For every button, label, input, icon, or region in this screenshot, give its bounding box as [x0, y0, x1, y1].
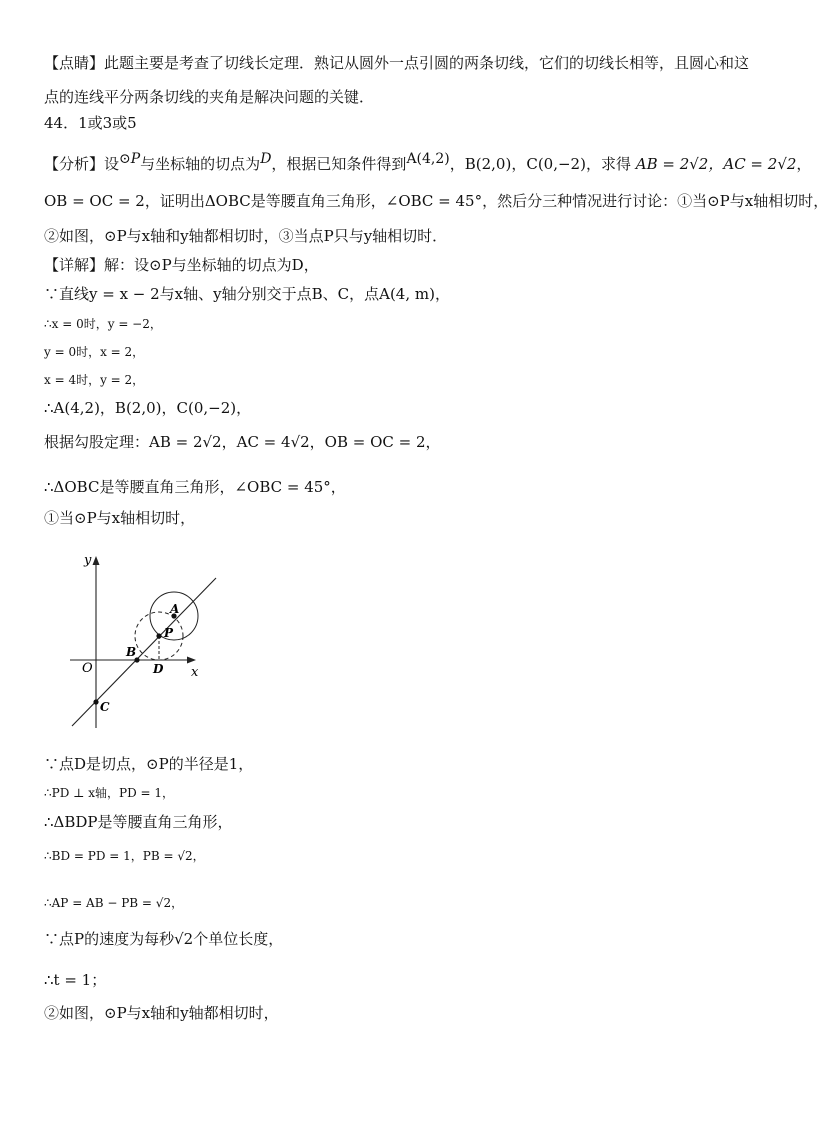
analysis-line-2: OB = OC = 2，证明出ΔOBC是等腰直角三角形，∠OBC = 45°，然后分三种情况进行讨论：①当⊙P与x轴相切时，	[44, 192, 828, 210]
answer-line: 44．1或3或5	[44, 114, 137, 132]
point-b-coords: ，B(2,0)	[449, 155, 512, 173]
detail-line-2: ∵直线y = x − 2与x轴、y轴分别交于点B、C，点A(4, m)，	[44, 285, 450, 303]
analysis-line-3: ②如图，⊙P与x轴和y轴都相切时，③当点P只与y轴相切时．	[44, 227, 448, 245]
detail-line-8: ∴ΔOBC是等腰直角三角形，∠OBC = 45°，	[44, 478, 346, 496]
label-x: x	[191, 665, 199, 680]
detail-line-9: ①当⊙P与x轴相切时，	[44, 509, 196, 527]
point-c-coords: ，C(0,−2)	[511, 155, 586, 173]
point-a-coords: A(4,2)	[406, 151, 450, 167]
x-axis-arrow-icon	[187, 657, 196, 664]
solution-line-2: ∴PD ⊥ x轴，PD = 1，	[44, 786, 175, 800]
solution-line-8: ②如图，⊙P与x轴和y轴都相切时，	[44, 1004, 279, 1022]
analysis-label: 【分析】设	[44, 155, 120, 173]
analysis-line-1	[44, 149, 811, 174]
note-paragraph: 【点睛】此题主要是考查了切线长定理．熟记从圆外一点引圆的两条切线，它们的切线长相等，且圆心和这点的连线平分两条切线的夹角是解决问题的关键．	[44, 54, 750, 106]
analysis-text: ，求得	[585, 155, 631, 173]
circle-p: ⊙P	[119, 151, 141, 167]
punct: ，	[796, 155, 812, 173]
detail-line-3: ∴x = 0时，y = −2，	[44, 317, 162, 331]
label-c: C	[100, 700, 110, 714]
point-c	[93, 699, 98, 704]
detail-line-4: y = 0时，x = 2，	[44, 345, 145, 359]
point-d: D	[260, 151, 272, 167]
solution-line-1: ∵点D是切点，⊙P的半径是1，	[44, 755, 254, 773]
line-bc	[72, 578, 216, 726]
label-y: y	[84, 553, 92, 568]
solution-line-4: ∴BD = PD = 1，PB = √2，	[44, 849, 205, 863]
y-axis-arrow-icon	[93, 556, 100, 565]
solution-line-3: ∴ΔBDP是等腰直角三角形，	[44, 813, 233, 831]
label-o: O	[82, 661, 93, 676]
analysis-text: 与坐标轴的切点为	[140, 155, 261, 173]
detail-line-7: 根据勾股定理：AB = 2√2，AC = 4√2，OB = OC = 2，	[44, 433, 441, 451]
label-a: A	[170, 602, 180, 616]
label-p: P	[164, 626, 174, 640]
label-b: B	[126, 645, 137, 659]
detail-line-5: x = 4时，y = 2，	[44, 373, 145, 387]
point-p	[156, 633, 161, 638]
ac-length: ，AC = 2√2	[708, 155, 797, 173]
solution-line-5: ∴AP = AB − PB = √2，	[44, 896, 184, 910]
solution-line-7: ∴t = 1；	[44, 971, 107, 989]
ab-length: AB = 2√2	[635, 155, 709, 173]
label-d: D	[153, 662, 164, 676]
detail-line-6: ∴A(4,2)，B(2,0)，C(0,−2)，	[44, 399, 252, 417]
coordinate-figure	[60, 548, 240, 738]
detail-line-1: 【详解】解：设⊙P与坐标轴的切点为D，	[44, 256, 319, 274]
analysis-text: ，根据已知条件得到	[271, 155, 407, 173]
solution-line-6: ∵点P的速度为每秒√2个单位长度，	[44, 930, 284, 948]
